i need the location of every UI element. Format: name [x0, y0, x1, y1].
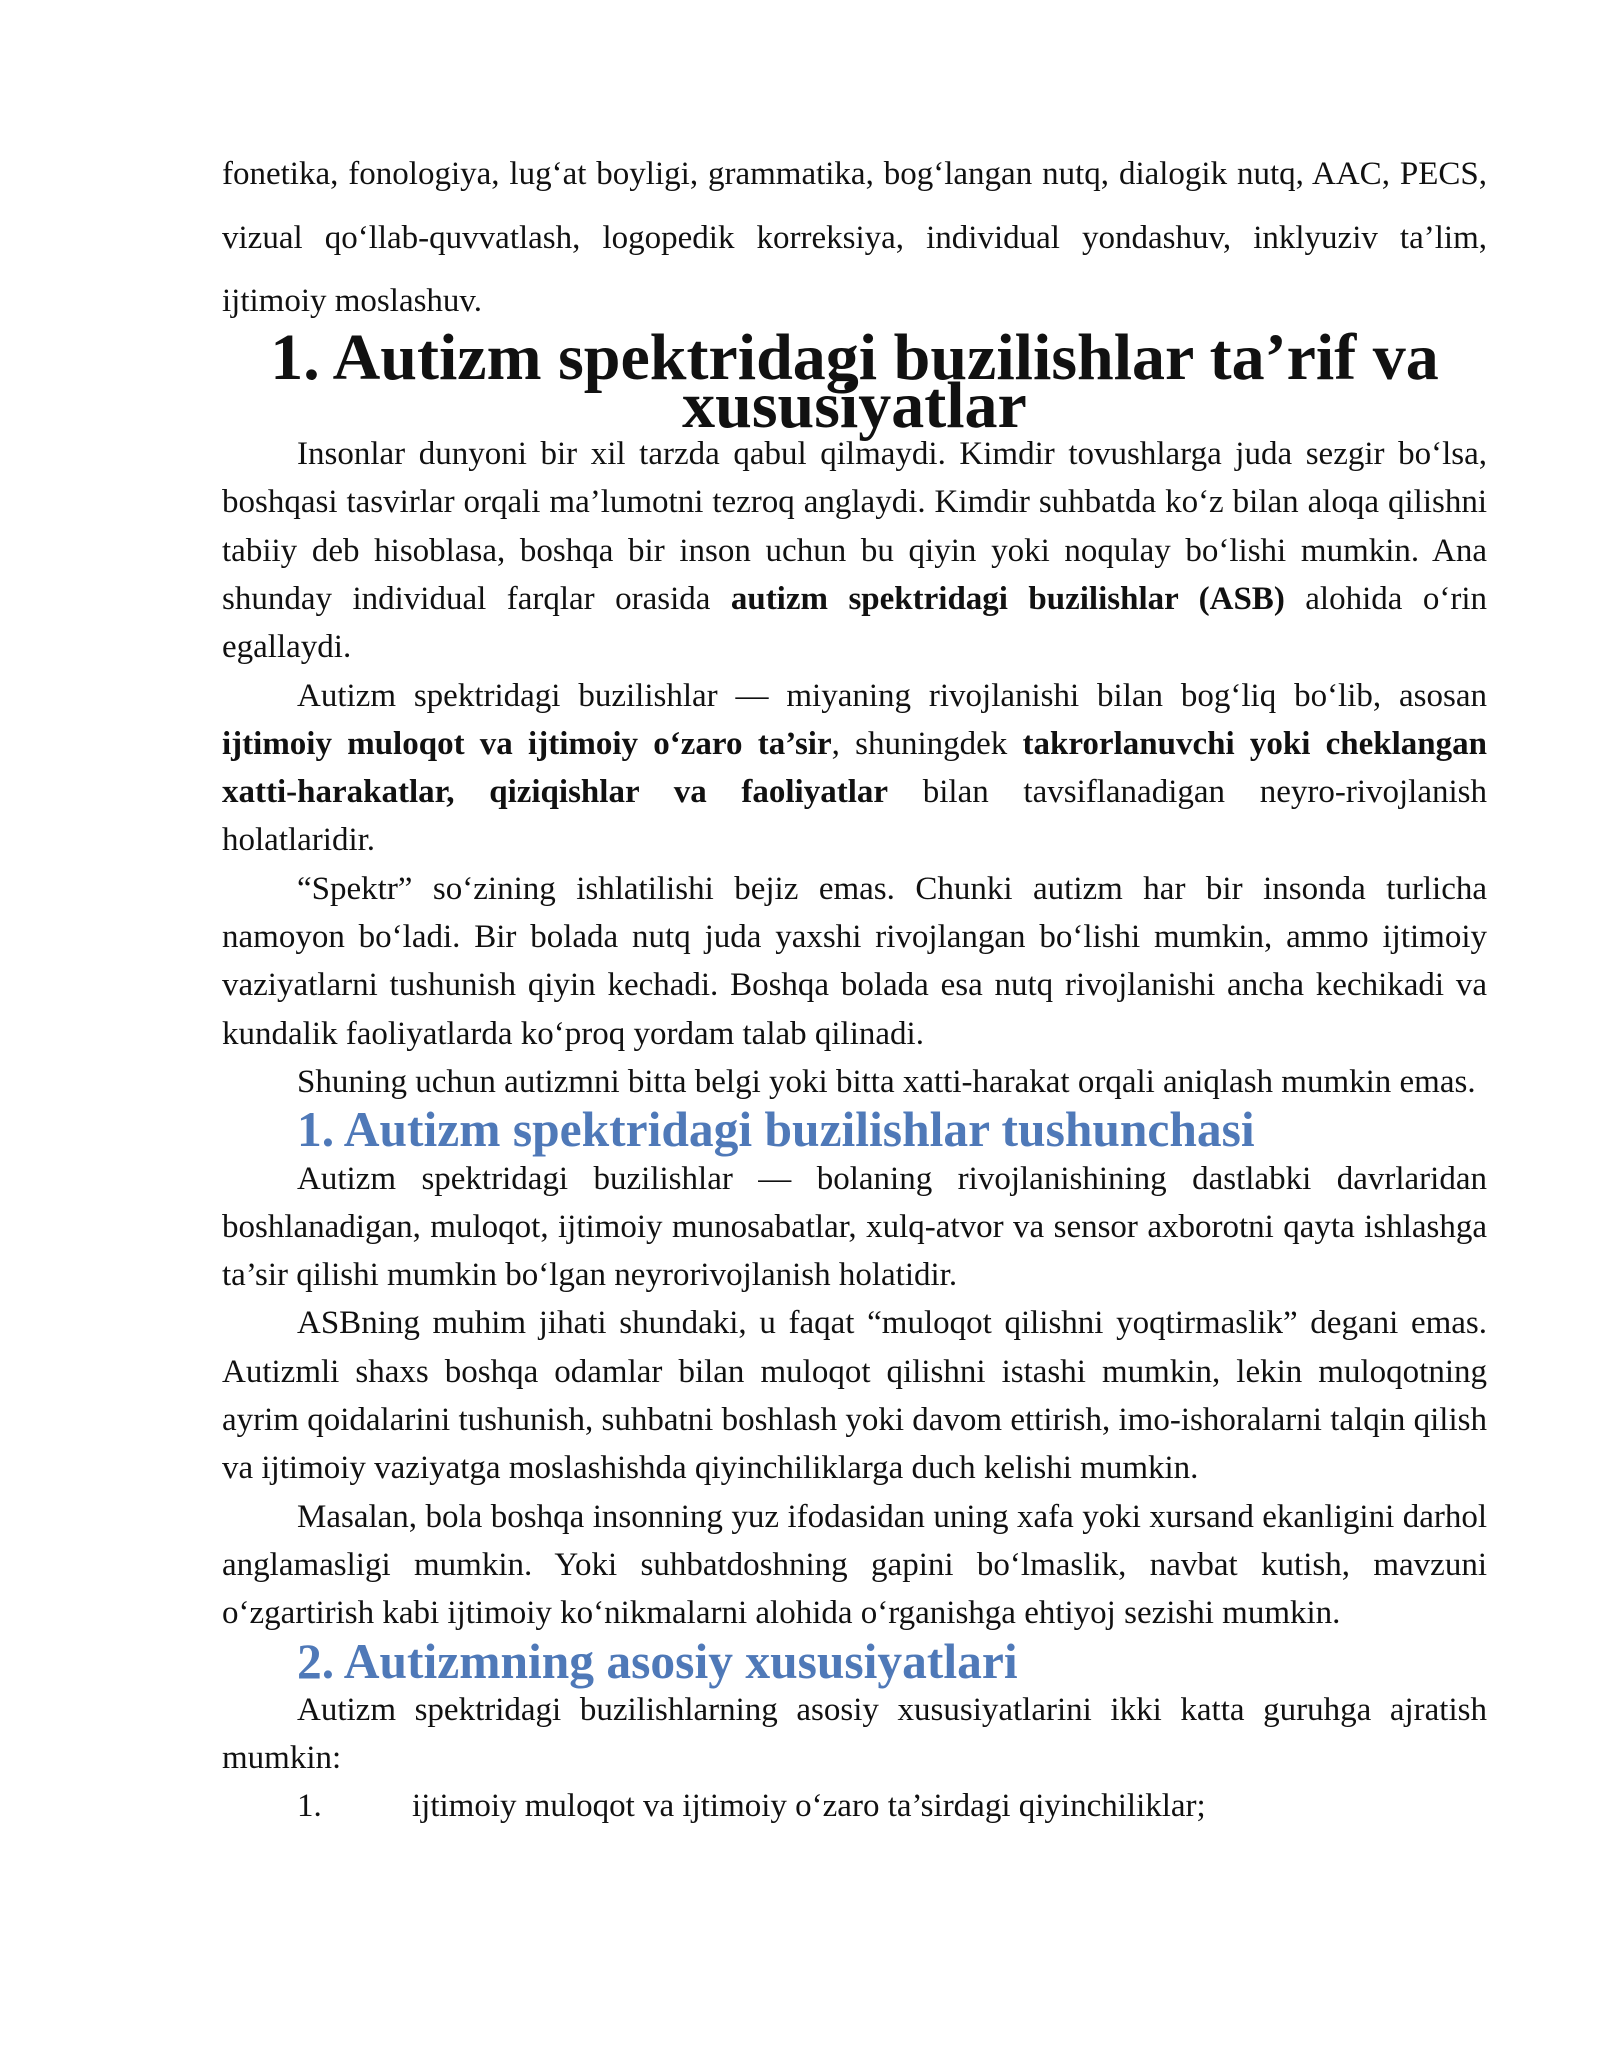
paragraph: Autizm spektridagi buzilishlarning asosiy xususiyatlarini ikki katta guruhga ajratish mumkin: — [222, 1691, 1487, 1777]
paragraph-text: Insonlar dunyoni bir xil tarzda qabul qilmaydi. Kimdir tovushlarga juda sezgir bo‘lsa, boshqasi tasvirlar orqali ma’lumotni tezroq anglaydi. Kimdir suhbatda ko‘z bilan aloqa qilishni tabiiy deb hisoblasa, boshqa bir inson uchun bu qiyin yoki noqulay bo‘lishi mumkin. Ana shunday individual farqlar orasida — [222, 436, 1487, 617]
keywords-paragraph: fonetika, fonologiya, lug‘at boyligi, grammatika, bog‘langan nutq, dialogik nutq, AAC, PECS, vizual qo‘llab-quvvatlash, logopedik korreksiya, individual yondashuv, inklyuziv ta’lim, ijtimoiy moslashuv. — [222, 156, 1487, 319]
paragraph: Autizm spektridagi buzilishlar — bolaning rivojlanishining dastlabki davrlaridan boshlanadigan, muloqot, ijtimoiy munosabatlar, xulq-atvor va sensor axborotni qayta ishlashga ta’sir qilishi mumkin bo‘lgan neyrorivojlanish holatidir. — [222, 1160, 1487, 1294]
paragraph-text: alohida o‘rin egallaydi. — [222, 580, 1487, 666]
paragraph — [222, 672, 1487, 865]
paragraph: Shuning uchun autizmni bitta belgi yoki bitta xatti-harakat orqali aniqlash mumkin emas. — [297, 1063, 1476, 1100]
paragraph: Masalan, bola boshqa insonning yuz ifodasidan uning xafa yoki xursand ekanligini darhol anglamasligi mumkin. Yoki suhbatdoshning gapini bo‘lmaslik, navbat kutish, mavzuni o‘zgartirish kabi ijtimoiy ko‘nikmalarni alohida o‘rganishga ehtiyoj sezishi mumkin. — [222, 1498, 1487, 1632]
paragraph: “Spektr” so‘zining ishlatilishi bejiz emas. Chunki autizm har bir insonda turlicha namoyon bo‘ladi. Bir bolada nutq juda yaxshi rivojlangan bo‘lishi mumkin, ammo ijtimoiy vaziyatlarni tushunish qiyin kechadi. Boshqa bolada esa nutq rivojlanishi ancha kechikadi va kundalik faoliyatlarda ko‘proq yordam talab qilinadi. — [222, 870, 1487, 1052]
bold-term: ijtimoiy muloqot va ijtimoiy o‘zaro ta’sir — [222, 725, 832, 762]
paragraph-text: Autizm spektridagi buzilishlar — miyaning rivojlanishi bilan bog‘liq bo‘lib, asosan — [297, 677, 1487, 714]
subsection-title: 1. Autizm spektridagi buzilishlar tushunchasi — [297, 1102, 1255, 1158]
list-text: ijtimoiy muloqot va ijtimoiy o‘zaro ta’sirdagi qiyinchiliklar; — [412, 1788, 1206, 1825]
subsection-title: 2. Autizmning asosiy xususiyatlari — [297, 1633, 1018, 1689]
paragraph — [222, 430, 1487, 671]
list-number: 1. — [297, 1788, 322, 1825]
section-title: 1. Autizm spektridagi buzilishlar ta’rif va xususiyatlar — [270, 320, 1439, 442]
bold-term: takrorlanuvchi yoki cheklangan xatti-harakatlar, qiziqishlar va faoliyatlar — [222, 725, 1487, 811]
paragraph: ASBning muhim jihati shundaki, u faqat “muloqot qilishni yoqtirmaslik” degani emas. Autizmli shaxs boshqa odamlar bilan muloqot qilishni istashi mumkin, lekin muloqotning ayrim qoidalarini tushunish, suhbatni boshlash yoki davom ettirish, imo-ishoralarni talqin qilish va ijtimoiy vaziyatga moslashishda qiyinchiliklarga duch kelishi mumkin. — [222, 1305, 1487, 1487]
paragraph-text: bilan tavsiflanadigan neyro-rivojlanish holatlaridir. — [222, 774, 1487, 859]
bold-term: autizm spektridagi buzilishlar (ASB) — [730, 580, 1285, 617]
list-item — [222, 1782, 1487, 1830]
document-body — [222, 143, 1487, 1831]
paragraph-text: , shuningdek — [831, 725, 1023, 762]
